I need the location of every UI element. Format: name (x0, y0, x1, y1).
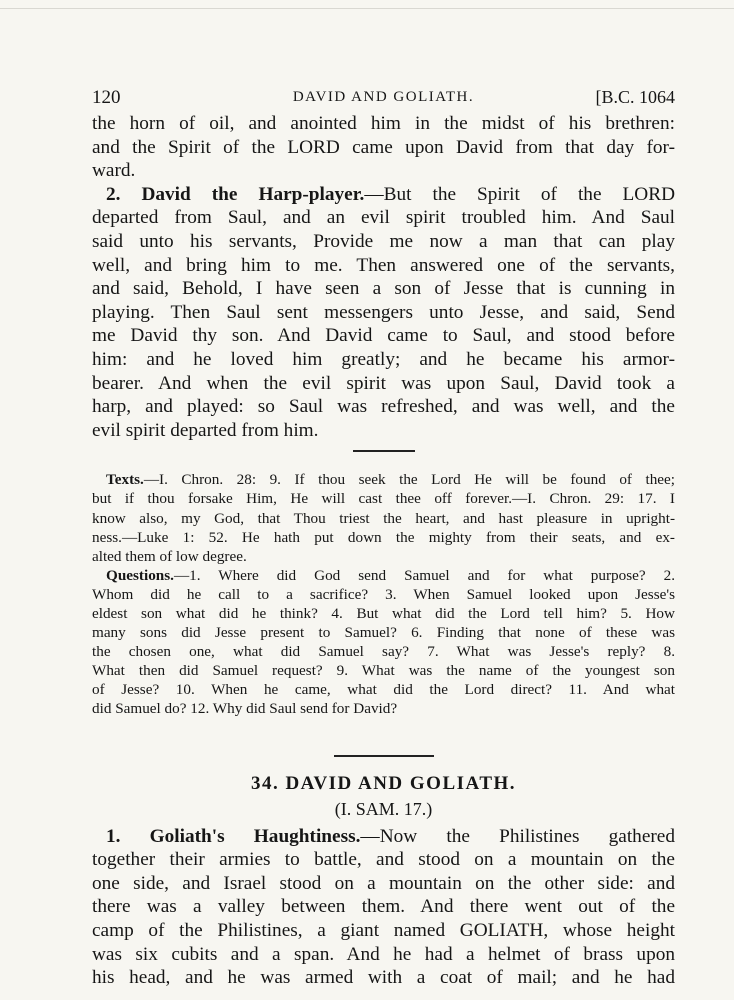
texts-label: Texts. (106, 471, 144, 489)
paragraph-heading: 1. Goliath's Haughtiness. (106, 825, 361, 847)
note-line: but if thou forsake Him, He will cast thee off forever.—I. Chron. 29: 17. I (92, 490, 675, 508)
text-line: bearer. And when the evil spirit was upon Saul, David took a (92, 372, 675, 394)
text-line: there was a valley between them. And there went out of the (92, 896, 675, 918)
text-line: and the Spirit of the LORD came upon David from that day for- (92, 136, 675, 158)
text-line: playing. Then Saul sent messengers unto Jesse, and said, Send (92, 301, 675, 323)
text-line-rest: —Now the Philistines gathered (360, 825, 675, 847)
note-line-rest: —1. Where did God send Samuel and for what purpose? 2. (173, 566, 675, 584)
note-line: of Jesse? 10. When he came, what did the Lord direct? 11. And what (92, 681, 675, 699)
text-line: him: and he loved him greatly; and he became his armor- (92, 348, 675, 370)
note-line (92, 566, 675, 585)
paragraph-goliath (92, 825, 675, 990)
running-head (92, 82, 675, 112)
text-line: together their armies to battle, and stood on a mountain on the (92, 849, 675, 871)
paragraph-heading: 2. David the Harp-player. (106, 183, 365, 205)
page-number: 120 (92, 87, 121, 108)
text-line: me David thy son. And David came to Saul, and stood before (92, 325, 675, 347)
book-page (92, 82, 675, 990)
running-title: DAVID AND GOLIATH. (292, 89, 475, 105)
note-line: know also, my God, that Thou triest the heart, and hast pleasure in upright- (92, 509, 675, 527)
text-line: ward. (92, 160, 136, 182)
chapter-reference: (I. SAM. 17.) (334, 798, 433, 819)
text-line (92, 825, 675, 849)
questions-note (92, 566, 675, 719)
note-line: did Samuel do? 12. Why did Saul send for David? (92, 700, 398, 718)
chapter-divider (334, 755, 434, 757)
note-line: many sons did Jesse present to Samuel? 6. Finding that none of these was (92, 624, 675, 642)
text-line: departed from Saul, and an evil spirit troubled him. And Saul (92, 207, 675, 229)
text-line: was six cubits and a span. And he had a helmet of brass upon (92, 943, 675, 965)
note-line-rest: —I. Chron. 28: 9. If thou seek the Lord He will be found of thee; (143, 471, 675, 489)
note-line: ness.—Luke 1: 52. He hath put down the mighty from their seats, and ex- (92, 528, 675, 546)
chapter-title: 34. DAVID AND GOLIATH. (250, 772, 517, 794)
note-line: the chosen one, what did Samuel say? 7. What was Jesse's reply? 8. (92, 643, 675, 661)
note-line: Whom did he call to a sacrifice? 3. When Samuel looked upon Jesse's (92, 585, 675, 603)
note-line: alted them of low degree. (92, 547, 247, 565)
text-line: one side, and Israel stood on a mountain on the other side: and (92, 872, 675, 894)
note-line (92, 470, 675, 489)
text-line: the horn of oil, and anointed him in the midst of his brethren: (92, 113, 675, 134)
text-line: evil spirit departed from him. (92, 419, 319, 441)
date-mark: [B.C. 1064 (595, 87, 675, 107)
text-line: well, and bring him to me. Then answered one of the servants, (92, 254, 675, 276)
text-line (92, 183, 675, 207)
text-line: said unto his servants, Provide me now a man that can play (92, 230, 675, 252)
paragraph-continued (92, 112, 675, 183)
scan-edge-rule (0, 8, 734, 9)
text-line: camp of the Philistines, a giant named GOLIATH, whose height (92, 919, 675, 941)
note-line: eldest son what did he think? 4. But what did the Lord tell him? 5. How (92, 604, 675, 622)
text-line: and said, Behold, I have seen a son of Jesse that is cunning in (92, 278, 675, 300)
text-line-rest: —But the Spirit of the LORD (364, 183, 675, 205)
text-line: harp, and played: so Saul was refreshed, and was well, and the (92, 396, 675, 418)
text-line: his head, and he was armed with a coat of mail; and he had (92, 967, 675, 989)
note-line: What then did Samuel request? 9. What was the name of the youngest son (92, 662, 675, 680)
questions-label: Questions. (106, 566, 174, 584)
section-divider (353, 450, 415, 452)
paragraph-harp-player (92, 183, 675, 443)
texts-note (92, 470, 675, 565)
